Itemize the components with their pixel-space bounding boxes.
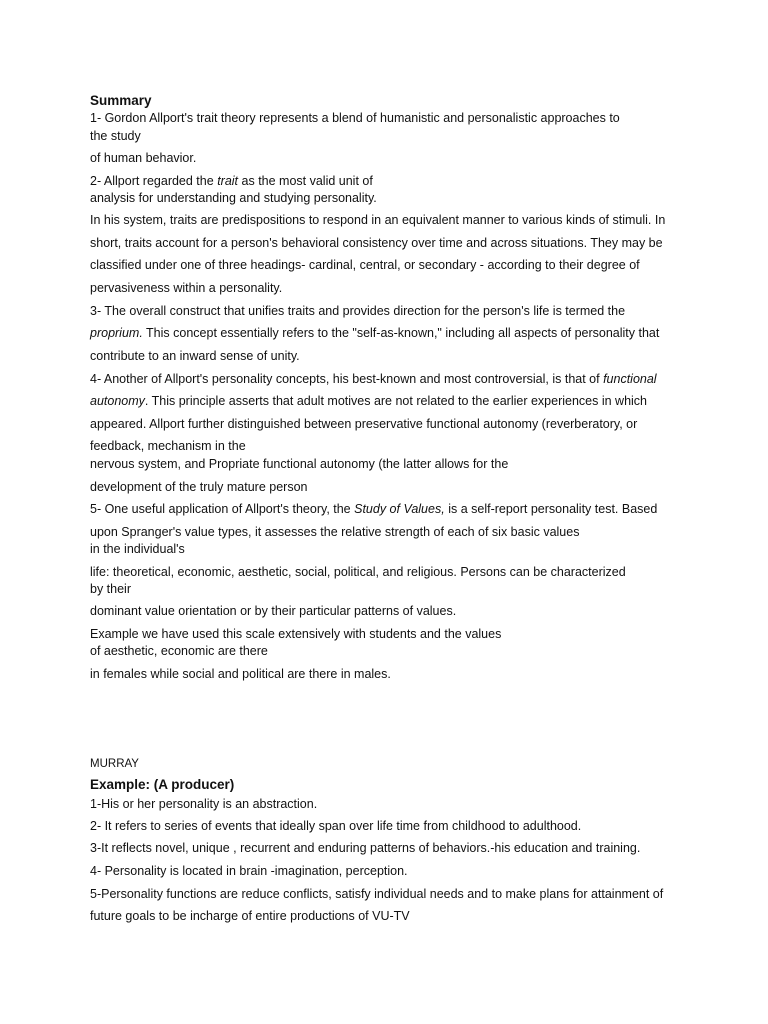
summary-italic-term: functional (603, 372, 657, 386)
summary-text: as the most valid unit of (241, 174, 373, 188)
summary-proprium-line (90, 326, 659, 341)
murray-item: 4- Personality is located in brain -imagination, perception. (90, 864, 408, 878)
summary-line: of human behavior. (90, 151, 197, 165)
summary-line: short, traits account for a person's behavioral consistency over time and across situations. They may be (90, 236, 663, 250)
murray-item: 5-Personality functions are reduce conflicts, satisfy individual needs and to make plans for attainment of (90, 887, 664, 901)
summary-autonomy-line (90, 394, 647, 409)
summary-italic-term: autonomy (90, 394, 145, 408)
summary-text: 4- Another of Allport's personality concepts, his best-known and most controversial, is that of (90, 372, 600, 386)
murray-label: MURRAY (90, 758, 139, 770)
summary-line: development of the truly mature person (90, 480, 308, 494)
summary-line: upon Spranger's value types, it assesses the relative strength of each of six basic values (90, 525, 580, 539)
summary-line: in females while social and political are there in males. (90, 667, 391, 681)
summary-line: Example we have used this scale extensively with students and the values (90, 627, 502, 641)
summary-line: 3- The overall construct that unifies traits and provides direction for the person's life is termed the (90, 304, 626, 318)
summary-italic-term: trait (217, 174, 239, 188)
summary-text: 2- Allport regarded the (90, 174, 214, 188)
summary-heading: Summary (90, 93, 152, 108)
summary-text: 5- One useful application of Allport's theory, the (90, 502, 351, 516)
summary-line: nervous system, and Propriate functional autonomy (the latter allows for the (90, 457, 509, 471)
murray-item: 3-It reflects novel, unique , recurrent and enduring patterns of behaviors.-his education and training. (90, 841, 641, 855)
summary-line: In his system, traits are predispositions to respond in an equivalent manner to various kinds of stimuli. In (90, 213, 666, 227)
summary-line: by their (90, 582, 131, 596)
summary-line: in the individual's (90, 542, 185, 556)
summary-text: . This principle asserts that adult motives are not related to the earlier experiences in which (144, 394, 648, 408)
summary-line: dominant value orientation or by their particular patterns of values. (90, 604, 457, 618)
summary-point-2 (90, 174, 373, 189)
summary-line: pervasiveness within a personality. (90, 281, 283, 295)
summary-text: is a self-report personality test. Based (448, 502, 658, 516)
summary-italic-term: Study of Values, (354, 502, 445, 516)
summary-point-4 (90, 372, 657, 387)
summary-line: contribute to an inward sense of unity. (90, 349, 300, 363)
murray-item: 2- It refers to series of events that ideally span over life time from childhood to adulthood. (90, 819, 582, 833)
summary-line: classified under one of three headings- cardinal, central, or secondary - according to their degree of (90, 258, 640, 272)
summary-line: 1- Gordon Allport's trait theory represents a blend of humanistic and personalistic approaches to (90, 111, 620, 125)
summary-line: the study (90, 129, 141, 143)
summary-line: of aesthetic, economic are there (90, 644, 268, 658)
summary-line: analysis for understanding and studying personality. (90, 191, 377, 205)
summary-text: This concept essentially refers to the "self-as-known," including all aspects of personality that (146, 326, 660, 340)
murray-item: 1-His or her personality is an abstraction. (90, 797, 318, 811)
summary-line: life: theoretical, economic, aesthetic, social, political, and religious. Persons can be characterized (90, 565, 626, 579)
example-heading: Example: (A producer) (90, 777, 235, 792)
murray-item: future goals to be incharge of entire productions of VU-TV (90, 909, 410, 923)
summary-italic-term: proprium. (90, 326, 143, 340)
summary-point-5 (90, 502, 657, 517)
summary-line: feedback, mechanism in the (90, 439, 246, 453)
summary-line: appeared. Allport further distinguished between preservative functional autonomy (reverberatory, or (90, 417, 638, 431)
